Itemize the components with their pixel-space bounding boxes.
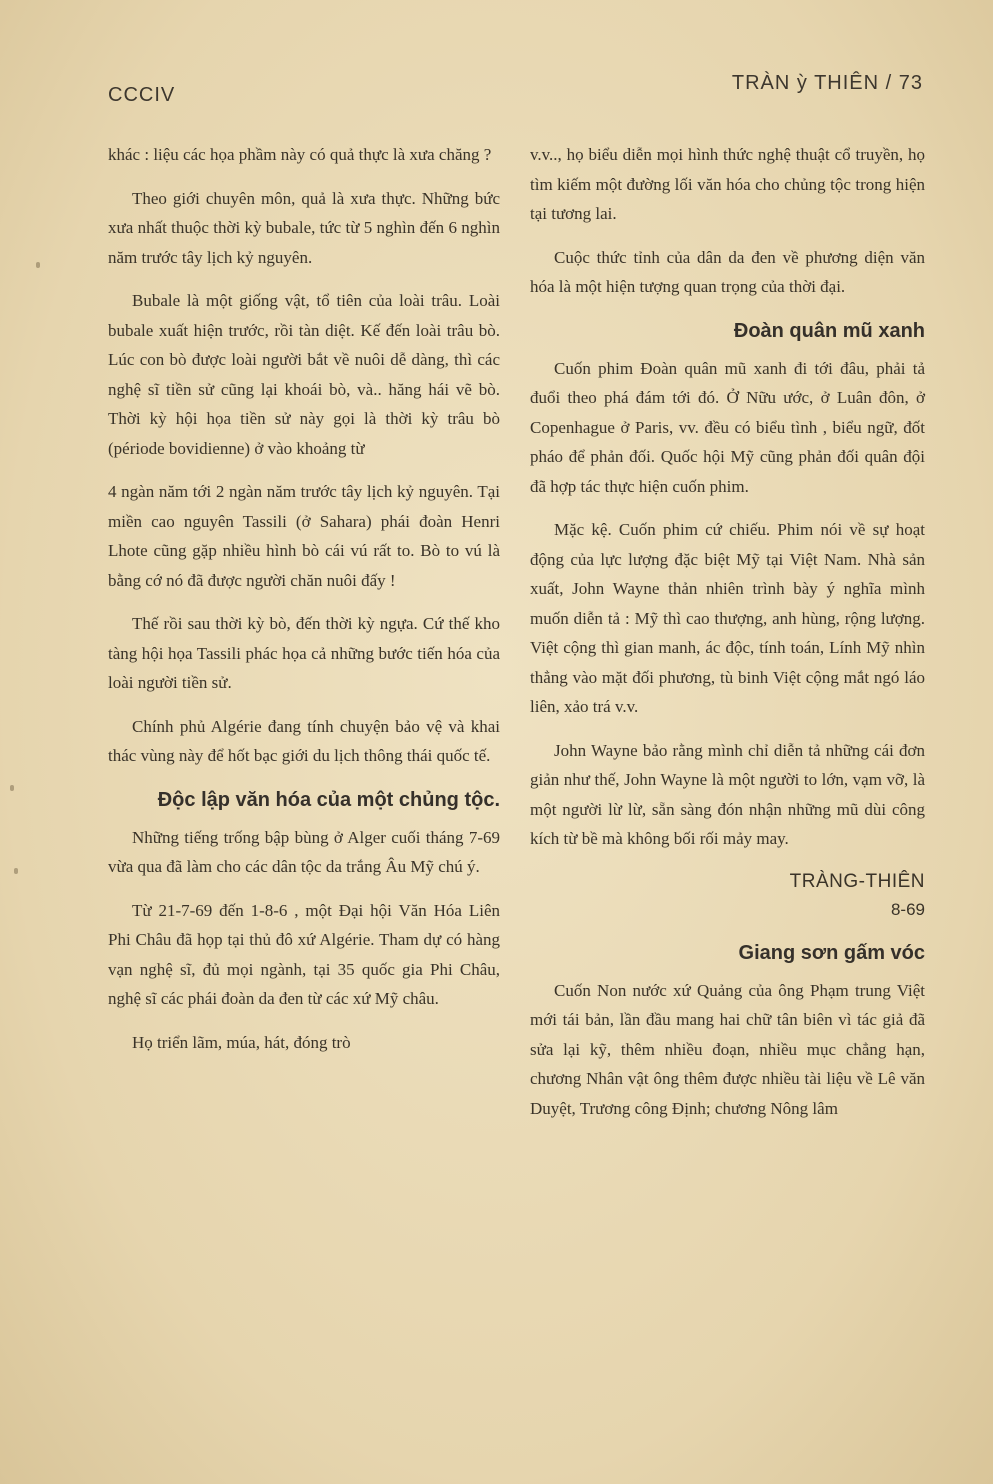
author-signature: TRÀNG-THIÊN <box>789 870 925 892</box>
section-heading: Giang sơn gấm vóc <box>738 941 925 964</box>
right-column <box>530 140 925 1137</box>
paper-speck <box>10 785 14 791</box>
paper-speck <box>36 262 40 268</box>
paragraph: Từ 21-7-69 đến 1-8-6 , một Đại hội Văn Hóa Liên Phi Châu đã họp tại thủ đô xứ Algérie. Tham dự có hàng vạn nghệ sĩ, đủ mọi ngành, tại 35 quốc gia Phi Châu, nghệ sĩ các phái đoàn da đen từ các xứ Mỹ châu. <box>108 900 500 1008</box>
section-heading: Độc lập văn hóa của một chủng tộc. <box>157 788 500 811</box>
paragraph: John Wayne bảo rằng mình chỉ diễn tả những cái đơn giản như thế, John Wayne là một người to lớn, vạm vỡ, là một người lừ lừ, sẵn sàng đón nhận những mũ dùi công kích từ bề mà không bối rối mảy may. <box>530 740 925 848</box>
paragraph: Cuốn Non nước xứ Quảng của ông Phạm trung Việt mới tái bản, lần đầu mang hai chữ tân biên vì tác giả đã sửa lại kỹ, thêm nhiều đoạn, nhiều mục chẳng hạn, chương Nhân vật ông thêm được nhiều tài liệu về Lê văn Duyệt, Trương công Định; chương Nông lâm <box>530 980 925 1118</box>
paragraph: Bubale là một giống vật, tổ tiên của loài trâu. Loài bubale xuất hiện trước, rồi tàn diệt. Kế đến loài trâu bò. Lúc con bò được loài người bắt về nuôi dễ dàng, thì các nghệ sĩ tiền sử cũng lại khoái bò, và.. hăng hái vẽ bò. Thời kỳ hội họa tiền sử này gọi là thời kỳ trâu bò (période bovidienne) ở vào khoảng từ <box>108 291 500 458</box>
paragraph: Những tiếng trống bập bùng ở Alger cuối tháng 7-69 vừa qua đã làm cho các dân tộc da trắng Âu Mỹ chú ý. <box>108 827 500 876</box>
paper-speck <box>14 868 18 874</box>
paragraph: Cuốn phim Đoàn quân mũ xanh đi tới đâu, phải tả đuổi theo phá đám tới đó. Ở Nữu ước, ở Luân đôn, ở Copenhague ở Paris, vv. đều có biểu tình , biểu ngữ, đốt pháo để phản đối. Quốc hội Mỹ cũng phản đối quân đội đã hợp tác thực hiện cuốn phim. <box>530 358 925 496</box>
paragraph: Mặc kệ. Cuốn phim cứ chiếu. Phim nói về sự hoạt động của lực lượng đặc biệt Mỹ tại Việt Nam. Nhà sản xuất, John Wayne thản nhiên trình bày ý nghĩa mình muốn diễn tả : Mỹ thì cao thượng, anh hùng, rộng lượng. Việt cộng thì gian manh, ác độc, tính toán, Lính Mỹ nhìn thẳng vào mặt đối phương, tù binh Việt cộng mắt ngó láo liên, xảo trá v.v. <box>530 520 925 716</box>
running-head: TRÀN ỳ THIÊN / 73 <box>731 72 923 94</box>
paragraph: khác : liệu các họa phầm này có quả thực là xưa chăng ? <box>108 145 492 164</box>
paragraph: Họ triển lãm, múa, hát, đóng trò <box>132 1032 351 1052</box>
paragraph: Chính phủ Algérie đang tính chuyện bảo vệ và khai thác vùng này để hốt bạc giới du lịch thông thái quốc tế. <box>108 716 500 765</box>
signature-date: 8-69 <box>890 899 925 919</box>
left-column <box>108 140 500 1071</box>
paragraph: v.v.., họ biểu diễn mọi hình thức nghệ thuật cổ truyền, họ tìm kiếm một đường lối văn hóa cho chủng tộc trong hiện tại tương lai. <box>530 145 925 223</box>
paragraph: Cuộc thức tỉnh của dân da đen về phương diện văn hóa là một hiện tượng quan trọng của thời đại. <box>530 247 925 296</box>
section-number: CCCIV <box>108 84 176 106</box>
paragraph: Thế rồi sau thời kỳ bò, đến thời kỳ ngựa. Cứ thế kho tàng hội họa Tassili phác họa cả những bước tiến hóa của loài người tiền sử. <box>108 614 500 692</box>
paragraph: Theo giới chuyên môn, quả là xưa thực. Những bức xưa nhất thuộc thời kỳ bubale, tức từ 5 nghìn đến 6 nghìn năm trước tây lịch kỷ nguyên. <box>108 188 500 267</box>
paragraph: 4 ngàn năm tới 2 ngàn năm trước tây lịch kỷ nguyên. Tại miền cao nguyên Tassili (ở Sahara) phái đoàn Henri Lhote cũng gặp nhiều hình bò cái vú rất to. Bò to vú là bằng cớ nó đã được người chăn nuôi đấy ! <box>108 482 500 590</box>
section-heading: Đoàn quân mũ xanh <box>733 319 925 342</box>
